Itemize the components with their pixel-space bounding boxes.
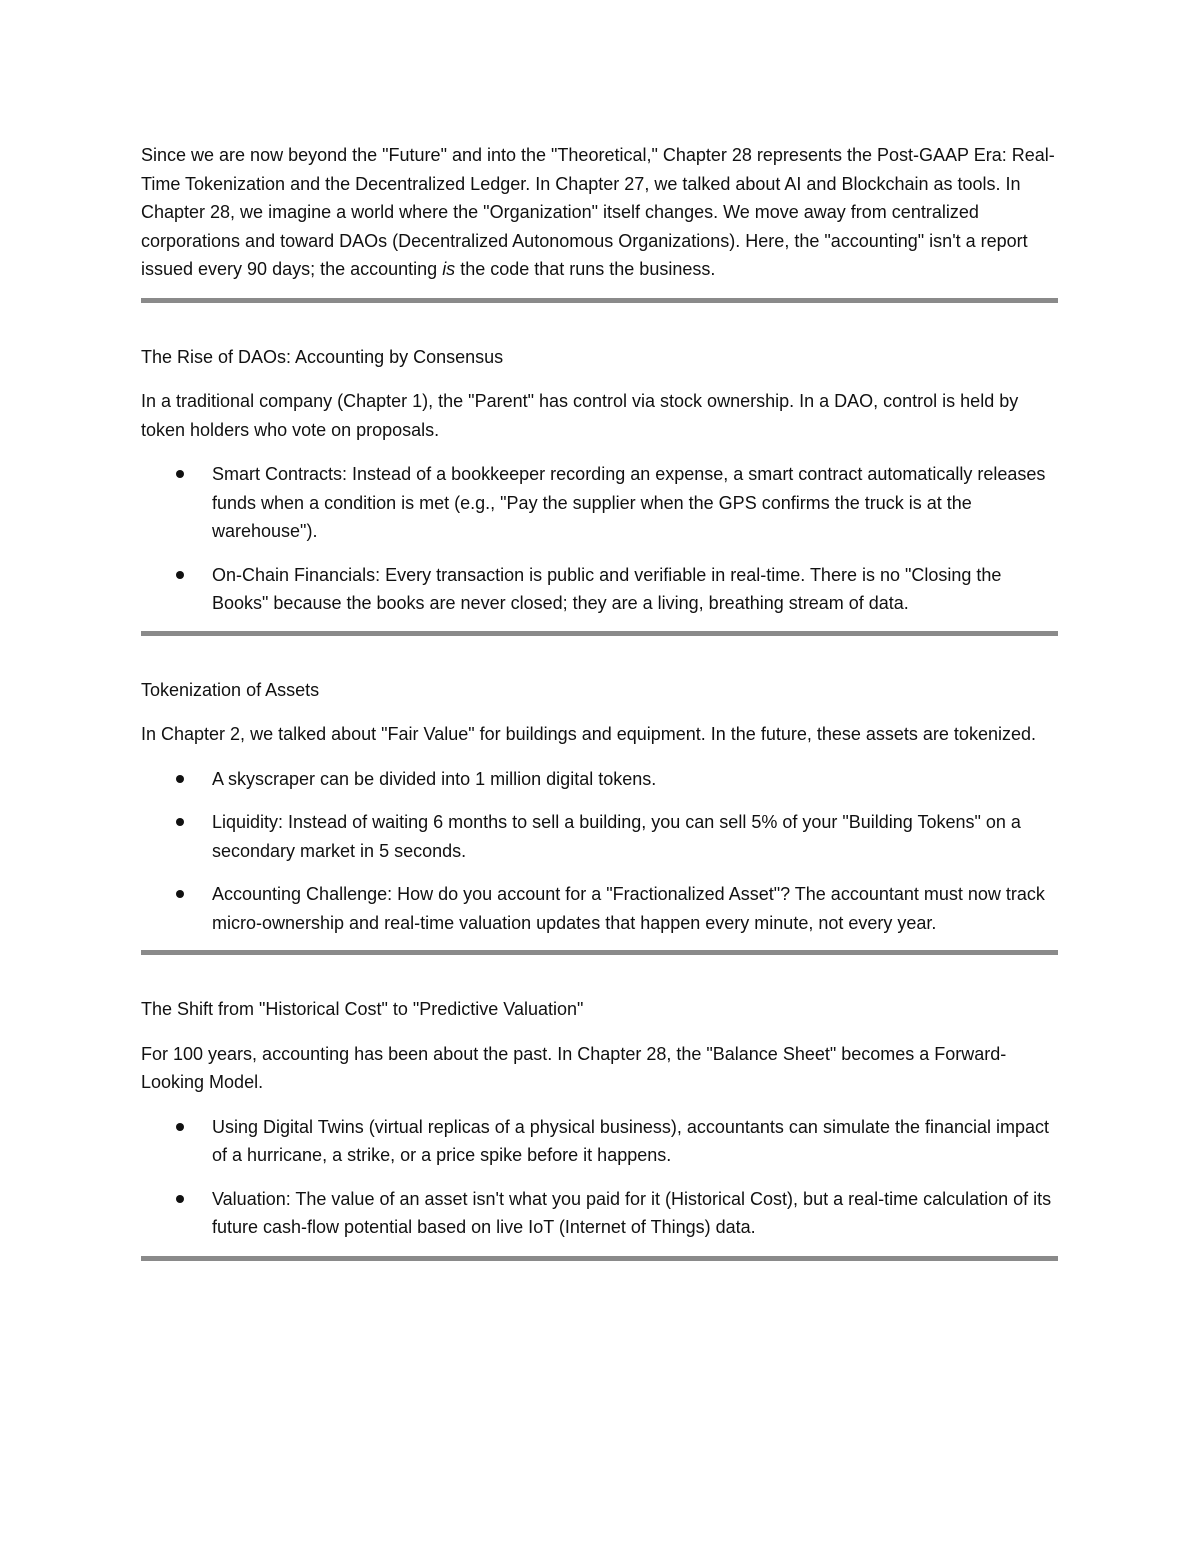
section-heading: The Rise of DAOs: Accounting by Consensus bbox=[141, 346, 504, 367]
bullet-icon bbox=[176, 890, 184, 898]
section-divider bbox=[141, 298, 1058, 303]
intro-paragraph bbox=[141, 141, 1058, 284]
list-item bbox=[141, 1113, 1058, 1170]
list-item bbox=[141, 460, 1058, 546]
list-item-text: Smart Contracts: Instead of a bookkeeper recording an expense, a smart contract automatically releases funds when a condition is met (e.g., "Pay the supplier when the GPS confirms the truck is at the warehouse"). bbox=[212, 464, 1046, 541]
list-item bbox=[141, 561, 1058, 618]
bullet-icon bbox=[176, 470, 184, 478]
list-item-text: A skyscraper can be divided into 1 million digital tokens. bbox=[212, 768, 657, 789]
bullet-icon bbox=[176, 775, 184, 783]
bullet-icon bbox=[176, 1195, 184, 1203]
intro-text-start: Since we are now beyond the "Future" and into the "Theoretical," Chapter 28 represents the Post-GAAP Era: Real-Time Tokenization and the Decentralized Ledger. In Chapter 27, we talked about AI and Blockchain as tools. In Chapter 28, we imagine a world where the "Organization" itself changes. We move away from centralized corporations and toward DAOs (Decentralized Autonomous Organizations). Here, the "accounting" isn't a report issued every 90 days; the accounting bbox=[141, 145, 1055, 279]
section-paragraph: In a traditional company (Chapter 1), the "Parent" has control via stock ownership. In a DAO, control is held by token holders who vote on proposals. bbox=[141, 391, 1019, 440]
bullet-icon bbox=[176, 571, 184, 579]
list-item-text: On-Chain Financials: Every transaction is public and verifiable in real-time. There is no "Closing the Books" because the books are never closed; they are a living, breathing stream of data. bbox=[212, 564, 1002, 613]
section-paragraph: For 100 years, accounting has been about the past. In Chapter 28, the "Balance Sheet" becomes a Forward-Looking Model. bbox=[141, 1043, 1007, 1092]
list-item bbox=[141, 1185, 1058, 1242]
section-heading: The Shift from "Historical Cost" to "Predictive Valuation" bbox=[141, 999, 584, 1019]
section-heading: Tokenization of Assets bbox=[141, 679, 320, 700]
intro-emphasis: is bbox=[442, 259, 456, 279]
bullet-list bbox=[141, 765, 1058, 938]
list-item bbox=[141, 765, 1058, 794]
section-divider bbox=[141, 1256, 1058, 1261]
bullet-icon bbox=[176, 1123, 184, 1131]
list-item-text: Valuation: The value of an asset isn't what you paid for it (Historical Cost), but a real-time calculation of its future cash-flow potential based on live IoT (Internet of Things) data. bbox=[212, 1188, 1052, 1237]
list-item bbox=[141, 880, 1058, 937]
section-divider bbox=[141, 631, 1058, 636]
list-item bbox=[141, 808, 1058, 865]
section-divider bbox=[141, 950, 1058, 955]
list-item-text: Accounting Challenge: How do you account for a "Fractionalized Asset"? The accountant must now track micro-ownership and real-time valuation updates that happen every minute, not every year. bbox=[212, 884, 1045, 933]
list-item-text: Liquidity: Instead of waiting 6 months to sell a building, you can sell 5% of your "Building Tokens" on a secondary market in 5 seconds. bbox=[212, 812, 1021, 861]
section-paragraph: In Chapter 2, we talked about "Fair Value" for buildings and equipment. In the future, these assets are tokenized. bbox=[141, 724, 1036, 744]
list-item-text: Using Digital Twins (virtual replicas of a physical business), accountants can simulate the financial impact of a hurricane, a strike, or a price spike before it happens. bbox=[212, 1116, 1050, 1165]
bullet-icon bbox=[176, 818, 184, 826]
intro-text-end: the code that runs the business. bbox=[455, 259, 716, 279]
bullet-list bbox=[141, 460, 1058, 618]
bullet-list bbox=[141, 1113, 1058, 1242]
